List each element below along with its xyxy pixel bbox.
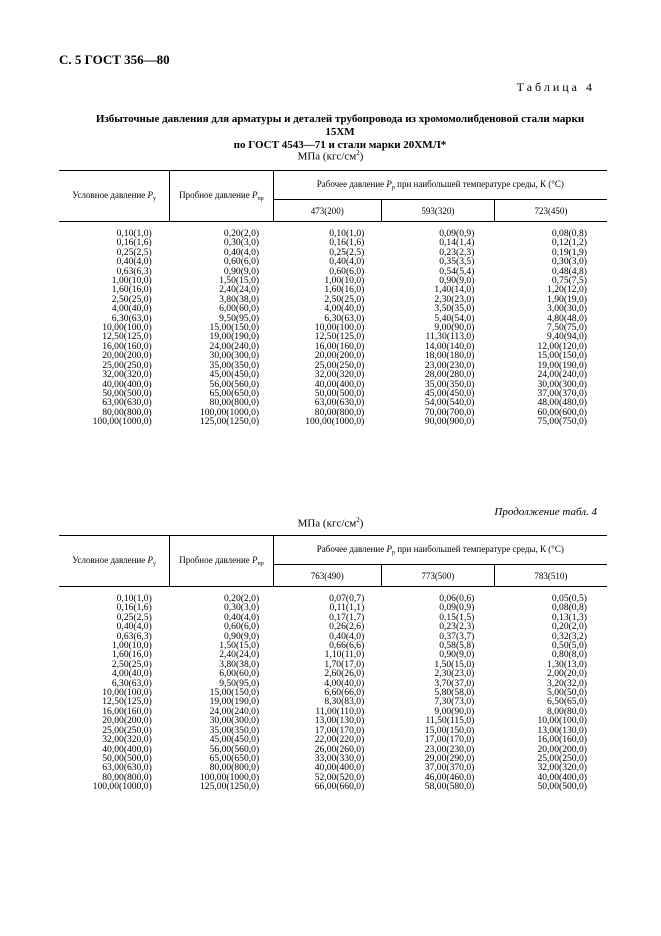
cell-test-pressure: 19,00(190,0) — [209, 331, 260, 343]
cell-working-pressure-1: 16,00(160,0) — [314, 340, 365, 352]
cell-nominal-pressure: 25,00(250,0) — [102, 359, 152, 371]
cell-test-pressure: 6,00(60,0) — [219, 303, 260, 315]
cell-working-pressure-3: 50,00(500,0) — [537, 781, 587, 793]
header-nominal-pressure: Условное давление $P_у$ — [59, 171, 170, 222]
cell-nominal-pressure: 0,16(1,6) — [116, 602, 152, 614]
table-title — [80, 113, 600, 152]
cell-working-pressure-3: 8,00(80,0) — [547, 705, 587, 717]
cell-nominal-pressure: 100,00(1000,0) — [92, 416, 152, 428]
cell-working-pressure-2: 0,09(0,9) — [439, 228, 475, 239]
cell-nominal-pressure: 0,40(4,0) — [116, 256, 152, 268]
unit-sup: 2 — [356, 149, 360, 157]
cell-nominal-pressure: 1,60(16,0) — [111, 649, 152, 661]
cell-working-pressure-1: 52,00(520,0) — [314, 771, 365, 783]
cell-test-pressure: 2,40(24,0) — [219, 284, 260, 296]
cell-nominal-pressure: 0,16(1,6) — [116, 237, 152, 249]
cell-nominal-pressure: 0,25(2,5) — [116, 246, 152, 258]
cell-working-pressure-1: 66,00(660,0) — [314, 781, 365, 793]
cell-working-pressure-3: 75,00(750,0) — [537, 416, 587, 428]
cell-test-pressure: 1,50(15,0) — [219, 275, 260, 287]
cell-working-pressure-1: 0,66(6,6) — [329, 640, 365, 652]
cell-working-pressure-3: 2,00(20,0) — [547, 668, 587, 680]
cell-working-pressure-2: 3,70(37,0) — [434, 677, 475, 689]
cell-working-pressure-3: 60,00(600,0) — [537, 406, 587, 418]
cell-working-pressure-3: 19,00(190,0) — [537, 359, 587, 371]
cell-nominal-pressure: 0,10(1,0) — [116, 593, 152, 604]
cell-working-pressure-2: 0,09(0,9) — [439, 602, 475, 614]
cell-working-pressure-2: 5,40(54,0) — [434, 312, 475, 324]
cell-test-pressure: 0,30(3,0) — [223, 602, 260, 614]
cell-working-pressure-2: 70,00(700,0) — [424, 406, 475, 418]
cell-working-pressure-1: 1,10(11,0) — [324, 649, 365, 661]
cell-working-pressure-1: 0,60(6,0) — [329, 265, 365, 277]
unit-label — [0, 149, 661, 163]
cell-nominal-pressure: 20,00(200,0) — [102, 350, 152, 362]
cell-working-pressure-3: 20,00(200,0) — [537, 743, 587, 755]
cell-working-pressure-1: 32,00(320,0) — [314, 369, 365, 381]
cell-nominal-pressure: 10,00(100,0) — [102, 687, 152, 699]
cell-working-pressure-1: 4,00(40,0) — [324, 303, 365, 315]
cell-working-pressure-3: 0,19(1,9) — [551, 246, 587, 258]
unit-main: МПа (кгс/см — [297, 150, 357, 163]
cell-nominal-pressure: 40,00(400,0) — [102, 378, 152, 390]
cell-working-pressure-3: 48,00(480,0) — [537, 397, 587, 409]
cell-working-pressure-3: 5,00(50,0) — [547, 687, 587, 699]
cell-working-pressure-2: 0,90(9,0) — [439, 275, 475, 287]
cell-working-pressure-3: 0,30(3,0) — [551, 256, 587, 268]
cell-working-pressure-2: 37,00(370,0) — [424, 762, 475, 774]
cell-working-pressure-2: 28,00(280,0) — [424, 369, 475, 381]
cell-working-pressure-3: 3,20(32,0) — [547, 677, 587, 689]
cell-working-pressure-1: 17,00(170,0) — [314, 724, 365, 736]
unit-main-2: МПа (кгс/см — [297, 517, 357, 530]
cell-working-pressure-2: 0,06(0,6) — [439, 593, 475, 604]
cell-test-pressure: 30,00(300,0) — [209, 350, 260, 362]
cell-test-pressure: 45,00(450,0) — [209, 734, 260, 746]
cell-working-pressure-1: 22,00(220,0) — [314, 734, 365, 746]
cell-test-pressure: 45,00(450,0) — [209, 369, 260, 381]
cell-working-pressure-3: 0,13(1,3) — [551, 611, 587, 623]
cell-test-pressure: 0,40(4,0) — [223, 246, 260, 258]
cell-working-pressure-2: 18,00(180,0) — [424, 350, 475, 362]
header-temp-1: 473(200) — [273, 200, 381, 222]
cell-test-pressure: 125,00(1250,0) — [199, 416, 260, 428]
table-title-line1: Избыточные давления для арматуры и деталей трубопровода из хромомолибденовой стали марки 15ХМ — [95, 113, 585, 138]
pressure-table-1 — [59, 170, 607, 427]
cell-test-pressure: 80,00(800,0) — [209, 397, 260, 409]
cell-working-pressure-2: 45,00(450,0) — [424, 387, 475, 399]
cell-working-pressure-3: 13,00(130,0) — [537, 724, 587, 736]
cell-nominal-pressure: 63,00(630,0) — [102, 762, 152, 774]
cell-test-pressure: 1,50(15,0) — [219, 640, 260, 652]
cell-nominal-pressure: 32,00(320,0) — [102, 369, 152, 381]
cell-working-pressure-3: 1,90(19,0) — [547, 293, 587, 305]
header-test-pressure: Пробное давление $P_{пр}$ — [170, 536, 273, 587]
cell-working-pressure-3: 15,00(150,0) — [537, 350, 587, 362]
cell-test-pressure: 3,80(38,0) — [219, 293, 260, 305]
pressure-table-2 — [59, 535, 607, 792]
cell-test-pressure: 0,60(6,0) — [223, 621, 260, 633]
cell-working-pressure-1: 0,16(1,6) — [329, 237, 365, 249]
header-nominal-pressure: Условное давление $P_у$ — [59, 536, 170, 587]
cell-nominal-pressure: 1,00(10,0) — [111, 275, 152, 287]
cell-test-pressure: 0,90(9,0) — [223, 630, 260, 642]
cell-test-pressure: 9,50(95,0) — [219, 312, 260, 324]
cell-working-pressure-2: 23,00(230,0) — [424, 359, 475, 371]
cell-working-pressure-1: 80,00(800,0) — [314, 406, 365, 418]
cell-working-pressure-2: 7,30(73,0) — [434, 696, 475, 708]
cell-working-pressure-3: 1,20(12,0) — [547, 284, 587, 296]
cell-working-pressure-2: 5,80(58,0) — [434, 687, 475, 699]
header-temp-2: 773(500) — [381, 565, 494, 587]
cell-working-pressure-2: 35,00(350,0) — [424, 378, 475, 390]
cell-working-pressure-3: 0,05(0,5) — [551, 593, 587, 604]
cell-working-pressure-1: 12,50(125,0) — [314, 331, 365, 343]
cell-working-pressure-1: 20,00(200,0) — [314, 350, 365, 362]
cell-working-pressure-3: 0,50(5,0) — [551, 640, 587, 652]
cell-working-pressure-3: 0,80(8,0) — [551, 649, 587, 661]
cell-working-pressure-1: 0,25(2,5) — [329, 246, 365, 258]
header-test-pressure: Пробное давление $P_{пр}$ — [170, 171, 273, 222]
cell-working-pressure-1: 25,00(250,0) — [314, 359, 365, 371]
cell-nominal-pressure: 0,25(2,5) — [116, 611, 152, 623]
unit-sup-2: 2 — [356, 516, 360, 524]
cell-test-pressure: 24,00(240,0) — [209, 705, 260, 717]
header-temp-3: 723(450) — [494, 200, 607, 222]
cell-working-pressure-1: 0,10(1,0) — [329, 228, 365, 239]
cell-test-pressure: 100,00(1000,0) — [200, 771, 260, 783]
cell-working-pressure-2: 0,37(3,7) — [439, 630, 475, 642]
cell-working-pressure-1: 1,00(10,0) — [324, 275, 365, 287]
cell-nominal-pressure: 80,00(800,0) — [102, 406, 152, 418]
cell-working-pressure-2: 3,50(35,0) — [434, 303, 475, 315]
cell-test-pressure: 56,00(560,0) — [209, 378, 260, 390]
cell-working-pressure-3: 0,12(1,2) — [551, 237, 587, 249]
cell-working-pressure-3: 6,50(65,0) — [547, 696, 587, 708]
cell-working-pressure-2: 0,23(2,3) — [439, 246, 475, 258]
cell-test-pressure: 24,00(240,0) — [209, 340, 260, 352]
cell-test-pressure: 65,00(650,0) — [209, 752, 260, 764]
cell-working-pressure-3: 4,80(48,0) — [547, 312, 587, 324]
cell-working-pressure-2: 0,54(5,4) — [439, 265, 475, 277]
cell-nominal-pressure: 1,60(16,0) — [111, 284, 152, 296]
cell-nominal-pressure: 50,00(500,0) — [102, 387, 152, 399]
cell-working-pressure-2: 0,35(3,5) — [439, 256, 475, 268]
table-row — [59, 587, 607, 604]
cell-working-pressure-3: 30,00(300,0) — [537, 378, 587, 390]
cell-nominal-pressure: 25,00(250,0) — [102, 724, 152, 736]
header-temp-2: 593(320) — [381, 200, 494, 222]
cell-test-pressure: 15,00(150,0) — [209, 322, 260, 334]
cell-working-pressure-3: 0,75(7,5) — [551, 275, 587, 287]
cell-working-pressure-1: 2,50(25,0) — [324, 293, 365, 305]
cell-nominal-pressure: 50,00(500,0) — [102, 752, 152, 764]
cell-working-pressure-3: 1,30(13,0) — [547, 658, 587, 670]
cell-test-pressure: 56,00(560,0) — [209, 743, 260, 755]
cell-nominal-pressure: 0,40(4,0) — [116, 621, 152, 633]
cell-working-pressure-3: 0,08(0,8) — [551, 228, 587, 239]
cell-working-pressure-2: 0,14(1,4) — [439, 237, 475, 249]
cell-working-pressure-2: 58,00(580,0) — [424, 781, 475, 793]
cell-nominal-pressure: 4,00(40,0) — [111, 303, 152, 315]
cell-nominal-pressure: 63,00(630,0) — [102, 397, 152, 409]
cell-nominal-pressure: 0,63(6,3) — [116, 265, 152, 277]
cell-nominal-pressure: 16,00(160,0) — [102, 705, 152, 717]
cell-test-pressure: 0,30(3,0) — [223, 237, 260, 249]
cell-working-pressure-1: 63,00(630,0) — [314, 397, 365, 409]
cell-working-pressure-1: 11,00(110,0) — [315, 705, 365, 717]
cell-working-pressure-3: 0,48(4,8) — [551, 265, 587, 277]
cell-working-pressure-3: 9,40(94,0) — [547, 331, 587, 343]
cell-nominal-pressure: 40,00(400,0) — [102, 743, 152, 755]
cell-working-pressure-1: 2,60(26,0) — [324, 668, 365, 680]
table-label: Таблица 4 — [516, 80, 595, 94]
header-working-pressure: Рабочее давление $P_р$ при наибольшей температуре среды, К (°С) — [273, 171, 607, 200]
table-row — [59, 417, 607, 426]
cell-nominal-pressure: 12,50(125,0) — [102, 331, 152, 343]
cell-working-pressure-1: 6,60(66,0) — [324, 687, 365, 699]
cell-nominal-pressure: 6,30(63,0) — [111, 312, 152, 324]
cell-working-pressure-1: 0,40(4,0) — [329, 256, 365, 268]
cell-test-pressure: 35,00(350,0) — [209, 359, 260, 371]
cell-working-pressure-2: 2,30(23,0) — [434, 668, 475, 680]
cell-working-pressure-2: 0,90(9,0) — [439, 649, 475, 661]
cell-working-pressure-3: 37,00(370,0) — [537, 387, 587, 399]
cell-test-pressure: 80,00(800,0) — [209, 762, 260, 774]
cell-test-pressure: 0,90(9,0) — [223, 265, 260, 277]
cell-nominal-pressure: 10,00(100,0) — [102, 322, 152, 334]
cell-working-pressure-2: 23,00(230,0) — [424, 743, 475, 755]
cell-nominal-pressure: 32,00(320,0) — [102, 734, 152, 746]
cell-test-pressure: 0,20(2,0) — [223, 593, 260, 604]
cell-working-pressure-2: 11,50(115,0) — [425, 715, 475, 727]
cell-nominal-pressure: 12,50(125,0) — [102, 696, 152, 708]
page-header: С. 5 ГОСТ 356—80 — [59, 52, 170, 67]
cell-nominal-pressure: 2,50(25,0) — [111, 658, 152, 670]
cell-working-pressure-3: 0,32(3,2) — [551, 630, 587, 642]
cell-working-pressure-1: 4,00(40,0) — [324, 677, 365, 689]
cell-working-pressure-1: 100,00(1000,0) — [305, 416, 365, 428]
cell-working-pressure-2: 90,00(900,0) — [424, 416, 475, 428]
cell-working-pressure-1: 33,00(330,0) — [314, 752, 365, 764]
table-title-line2: по ГОСТ 4543—71 и стали марки 20ХМЛ* — [233, 139, 447, 151]
cell-test-pressure: 100,00(1000,0) — [199, 406, 260, 418]
cell-nominal-pressure: 100,00(1000,0) — [92, 781, 152, 793]
cell-nominal-pressure: 1,00(10,0) — [111, 640, 152, 652]
cell-nominal-pressure: 16,00(160,0) — [102, 340, 152, 352]
cell-test-pressure: 6,00(60,0) — [219, 668, 260, 680]
cell-nominal-pressure: 0,10(1,0) — [116, 228, 152, 239]
cell-working-pressure-2: 17,00(170,0) — [424, 734, 475, 746]
cell-working-pressure-1: 1,60(16,0) — [324, 284, 365, 296]
cell-working-pressure-3: 12,00(120,0) — [537, 340, 587, 352]
cell-working-pressure-1: 13,00(130,0) — [314, 715, 365, 727]
cell-working-pressure-3: 10,00(100,0) — [537, 715, 587, 727]
cell-nominal-pressure: 80,00(800,0) — [102, 771, 152, 783]
cell-working-pressure-3: 40,00(400,0) — [537, 771, 587, 783]
cell-working-pressure-1: 50,00(500,0) — [314, 387, 365, 399]
cell-working-pressure-2: 1,40(14,0) — [434, 284, 475, 296]
cell-nominal-pressure: 2,50(25,0) — [111, 293, 152, 305]
cell-working-pressure-3: 24,00(240,0) — [537, 369, 587, 381]
cell-test-pressure: 19,00(190,0) — [209, 696, 260, 708]
cell-working-pressure-2: 0,15(1,5) — [439, 611, 475, 623]
cell-working-pressure-3: 16,00(160,0) — [537, 734, 587, 746]
unit-close: ) — [359, 150, 364, 163]
header-temp-3: 783(510) — [494, 565, 607, 587]
unit-label-2 — [0, 516, 661, 530]
cell-working-pressure-3: 32,00(320,0) — [537, 762, 587, 774]
cell-nominal-pressure: 20,00(200,0) — [102, 715, 152, 727]
cell-working-pressure-2: 2,30(23,0) — [434, 293, 475, 305]
cell-working-pressure-2: 14,00(140,0) — [424, 340, 475, 352]
cell-test-pressure: 65,00(650,0) — [209, 387, 260, 399]
cell-working-pressure-2: 29,00(290,0) — [424, 752, 475, 764]
cell-working-pressure-2: 9,00(90,0) — [434, 322, 475, 334]
cell-working-pressure-2: 9,00(90,0) — [434, 705, 475, 717]
cell-working-pressure-2: 0,23(2,3) — [439, 621, 475, 633]
cell-nominal-pressure: 4,00(40,0) — [111, 668, 152, 680]
cell-working-pressure-2: 11,30(113,0) — [425, 331, 475, 343]
continuation-label: Продолжение табл. 4 — [494, 506, 597, 518]
cell-working-pressure-3: 7,50(75,0) — [547, 322, 587, 334]
cell-working-pressure-2: 54,00(540,0) — [424, 397, 475, 409]
cell-working-pressure-2: 0,58(5,8) — [439, 640, 475, 652]
cell-working-pressure-3: 25,00(250,0) — [537, 752, 587, 764]
cell-working-pressure-2: 46,00(460,0) — [424, 771, 475, 783]
cell-working-pressure-1: 0,17(1,7) — [329, 611, 365, 623]
cell-working-pressure-1: 10,00(100,0) — [314, 322, 365, 334]
cell-working-pressure-3: 0,08(0,8) — [551, 602, 587, 614]
cell-test-pressure: 35,00(350,0) — [209, 724, 260, 736]
table-row — [59, 222, 607, 239]
cell-test-pressure: 2,40(24,0) — [219, 649, 260, 661]
cell-working-pressure-1: 1,70(17,0) — [324, 658, 365, 670]
cell-working-pressure-1: 0,26(2,6) — [329, 621, 365, 633]
header-working-pressure: Рабочее давление $P_р$ при наибольшей температуре среды, К (°С) — [273, 536, 607, 565]
cell-nominal-pressure: 6,30(63,0) — [111, 677, 152, 689]
cell-test-pressure: 125,00(1250,0) — [200, 781, 260, 793]
cell-working-pressure-1: 0,07(0,7) — [329, 593, 365, 604]
cell-working-pressure-2: 15,00(150,0) — [424, 724, 475, 736]
cell-working-pressure-2: 1,50(15,0) — [434, 658, 475, 670]
cell-test-pressure: 0,60(6,0) — [223, 256, 260, 268]
cell-test-pressure: 30,00(300,0) — [209, 715, 260, 727]
cell-working-pressure-1: 26,00(260,0) — [314, 743, 365, 755]
cell-working-pressure-1: 0,40(4,0) — [329, 630, 365, 642]
cell-working-pressure-1: 40,00(400,0) — [314, 378, 365, 390]
header-temp-1: 763(490) — [273, 565, 381, 587]
cell-working-pressure-1: 8,30(83,0) — [324, 696, 365, 708]
table-row — [59, 782, 607, 791]
cell-working-pressure-1: 0,11(1,1) — [329, 602, 365, 614]
cell-working-pressure-1: 40,00(400,0) — [314, 762, 365, 774]
unit-close-2: ) — [359, 517, 364, 530]
cell-working-pressure-3: 0,20(2,0) — [551, 621, 587, 633]
cell-test-pressure: 0,40(4,0) — [223, 611, 260, 623]
cell-test-pressure: 3,80(38,0) — [219, 658, 260, 670]
cell-nominal-pressure: 0,63(6,3) — [116, 630, 152, 642]
cell-working-pressure-3: 3,00(30,0) — [547, 303, 587, 315]
cell-test-pressure: 15,00(150,0) — [209, 687, 260, 699]
cell-working-pressure-1: 6,30(63,0) — [324, 312, 365, 324]
cell-test-pressure: 9,50(95,0) — [219, 677, 260, 689]
cell-test-pressure: 0,20(2,0) — [223, 228, 260, 239]
